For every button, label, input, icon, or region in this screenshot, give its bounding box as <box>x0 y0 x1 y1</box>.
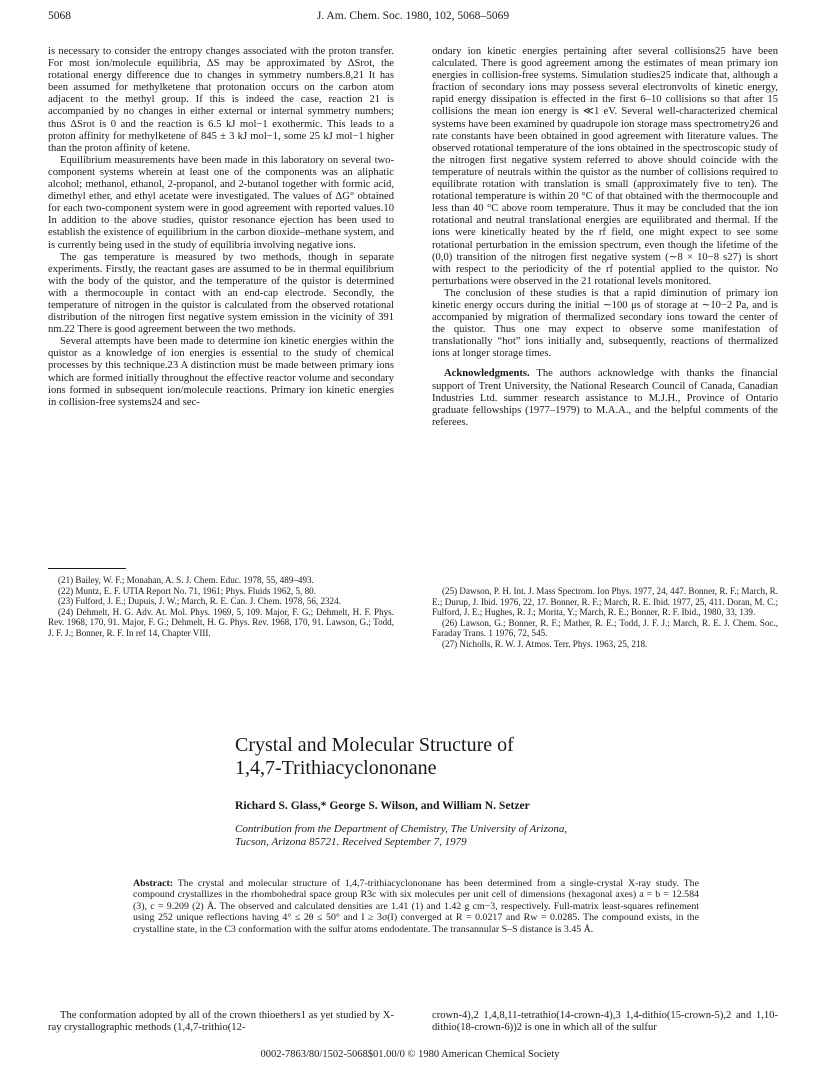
journal-citation: J. Am. Chem. Soc. 1980, 102, 5068–5069 <box>316 10 510 22</box>
references-right <box>432 586 778 650</box>
acknowledgments <box>432 368 778 428</box>
references-left <box>48 575 394 639</box>
paragraph: crown-4),2 1,4,8,11-tetrathio(14-crown-4),3 1,4-dithio(15-crown-5),2 and 1,10-dithio(18-crown-6))2 is one in which all of the sulfur <box>432 1010 778 1034</box>
acknowledgments-text: The authors acknowledge with thanks the financial support of Trent University, the National Research Council of Canada, Canadian Industries Ltd. summer research assistance to M.J.H., Province of Ontario graduate fellowships (1977–1979) to M.A.A., and the helpful comments of the referees. <box>432 368 778 428</box>
reference: (24) Dehmelt, H. G. Adv. At. Mol. Phys. 1969, 5, 109. Major, F. G.; Dehmelt, H. F. Phys. Rev. 1968, 170, 91. Major, F. G.; Dehmelt, H. G. Phys. Rev. 1968, 170, 91. Lawson, G.; Todd, J. F. J.; Bonner, R. F. In ref 14, Chapter VIII. <box>48 606 394 638</box>
abstract <box>133 878 699 935</box>
paragraph: The conclusion of these studies is that a rapid diminution of primary ion kinetic energy occurs during the initial ∼100 μs of storage at ∼10−2 Pa, and is accompanied by migration of thermalized secondary ions toward the center of the quistor. Thus one may expect to observe some manifestation of translationally “hot” ions initially and, subsequently, reactions of thermalized ions at longer storage times. <box>432 287 778 360</box>
title-line: Crystal and Molecular Structure of <box>235 734 514 756</box>
paragraph: ondary ion kinetic energies pertaining after several collisions25 have been calculated. There is good agreement among the estimates of mean primary ion energies in collision-free systems. Simulation studies25 indicate that, although a fraction of secondary ions may possess several electronvolts of kinetic energy, rapid energy dissipation is effected in the first 6–10 collisions so that after 15 collisions the mean ion energy is ≪1 eV. Several well-characterized chemical systems have been examined by quadrupole ion storage mass spectrometry26 and rate constants have been obtained in good agreement with literature values. The observed rotational temperature of the ions obtained in the spectroscopic study of the nitrogen first negative system referred to above should coincide with the temperature of neutrals within the quistor as the number of collisions required to equilibrate rotation with translation is small (approximately five to ten). The rotational temperature is within 20 °C of that obtained with the thermocouple and less than 40 °C above room temperature. Thus it may be concluded that the ion rotational and neutral translational energies are equilibrated and thermal. If the ions were kinetically heated by the rf field, one might expect to see some rotational perturbation in the emission spectrum, even though the lifetime of the (0,0) transition of the nitrogen first negative system (∼8 × 10−8 s27) is short with respect to the periodicity of the rf potential applied to the quistor. No perturbations were observed in the 21 rotational levels monitored. <box>432 46 778 287</box>
affiliation-line: Tucson, Arizona 85721. Received September 7, 1979 <box>235 836 467 848</box>
right-column <box>432 46 778 429</box>
acknowledgments-label: Acknowledgments. <box>444 368 530 380</box>
reference: (23) Fulford, J. E.; Dupuis, J. W.; March, R. E. Can. J. Chem. 1978, 56, 2324. <box>58 596 341 607</box>
abstract-text: The crystal and molecular structure of 1,4,7-trithiacyclononane has been determined from a single-crystal X-ray study. The compound crystallizes in the rhombohedral space group R3c with six molecules per unit cell of dimensions (hexagonal axes) a = b = 12.584 (3), c = 9.209 (2) Å. The observed and calculated densities are 1.41 (1) and 1.42 g cm−3, respectively. Full-matrix least-squares refinement using 252 unique reflections having 4° ≤ 2θ ≤ 50° and I ≥ 3σ(I) converged at R = 0.0217 and Rw = 0.0285. The compound exists, in the crystalline state, in the C3 conformation with the sulfur atoms endodentate. The transannular S–S distance is 3.45 Å. <box>133 878 699 935</box>
article-title <box>235 734 655 780</box>
affiliation-line: Contribution from the Department of Chemistry, The University of Arizona, <box>235 823 568 835</box>
left-column <box>48 46 394 409</box>
authors: Richard S. Glass,* George S. Wilson, and William N. Setzer <box>235 799 530 812</box>
paragraph: Several attempts have been made to determine ion kinetic energies within the quistor as a knowledge of ion energies is essential to the study of chemical processes by this technique.23 A distinction must be made between primary ions which are formed initially throughout the effective reactor volume and secondary ions formed in subsequent ion/molecule reactions. Primary ion kinetic energies in collision-free systems24 and sec- <box>48 336 394 408</box>
footnote-rule <box>48 568 126 569</box>
article-body-left <box>48 1010 394 1034</box>
page-number: 5068 <box>48 10 71 22</box>
paragraph: is necessary to consider the entropy changes associated with the proton transfer. For most ion/molecule equilibria, ΔS may be approximated by ΔSrot, the rotational energy difference due to changes in symmetry numbers.8,21 It has been assumed for methylketene that protonation occurs on the carbon atom adjacent to the methyl group. If this is indeed the case, reaction 21 is accompanied by no changes in either external or internal symmetry numbers; thus ΔSrot is 0 and the reaction is 6.5 kJ mol−1 exothermic. This leads to a proton affinity for methylketene of 845 ± 3 kJ mol−1, some 25 kJ mol−1 higher than the proton affinity of ketene. <box>48 46 394 154</box>
reference: (27) Nicholls, R. W. J. Atmos. Terr. Phys. 1963, 25, 218. <box>442 638 648 649</box>
reference: (26) Lawson, G.; Bonner, R. F.; Mather, R. E.; Todd, J. F. J.; March, R. E. J. Chem. Soc., Faraday Trans. 1 1976, 72, 545. <box>432 617 778 639</box>
paragraph: The gas temperature is measured by two methods, though in separate experiments. Firstly, the reactant gases are assumed to be in thermal equilibrium with the body of the quistor, and the temperature of the quistor is determined with a thermocouple in contact with an end-cap electrode. Secondly, the temperature of nitrogen in the quistor is calculated from the observed rotational distribution of the nitrogen first negative system emission in the vicinity of 391 nm.22 There is good agreement between the two methods. <box>48 251 394 336</box>
affiliation <box>235 823 665 849</box>
reference: (25) Dawson, P. H. Int. J. Mass Spectrom. Ion Phys. 1977, 24, 447. Bonner, R. F.; March, R. E.; Durup, J. Ibid. 1976, 22, 17. Bonner, R. F.; March, R. E. Ibid. 1977, 25, 411. Doran, M. C.; Fulford, J. E.; Hughes, R. J.; Morita, Y.; March, R. E.; Bonner, R. F. Ibid., 1980, 33, 139. <box>432 586 778 618</box>
reference: (21) Bailey, W. F.; Monahan, A. S. J. Chem. Educ. 1978, 55, 489–493. <box>58 575 314 585</box>
paragraph: Equilibrium measurements have been made in this laboratory on several two-component systems wherein at least one of the components was an aliphatic alcohol; methanol, ethanol, 2-propanol, and 2-butanol together with formic acid, dimethyl ether, and ethyl acetate were investigated. The values of ΔG° obtained for each two-component system were in good agreement with reported values.10 In addition to the above studies, quistor resonance ejection has been used to establish the existence of equilibrium in the carbon dioxide–methane system, and is currently being used in the study of equilibria involving negative ions. <box>48 154 394 251</box>
abstract-label: Abstract: <box>133 878 174 889</box>
title-line: 1,4,7-Trithiacyclononane <box>235 757 437 779</box>
reference: (22) Muntz, E. F. UTIA Report No. 71, 1961; Phys. Fluids 1962, 5, 80. <box>58 585 316 596</box>
paragraph: The conformation adopted by all of the crown thioethers1 as yet studied by X-ray crystallographic methods (1,4,7-trithio(12- <box>48 1010 394 1034</box>
article-body-right <box>432 1010 778 1034</box>
page-footer: 0002-7863/80/1502-5068$01.00/0 © 1980 American Chemical Society <box>260 1049 560 1060</box>
page-header <box>48 10 778 26</box>
